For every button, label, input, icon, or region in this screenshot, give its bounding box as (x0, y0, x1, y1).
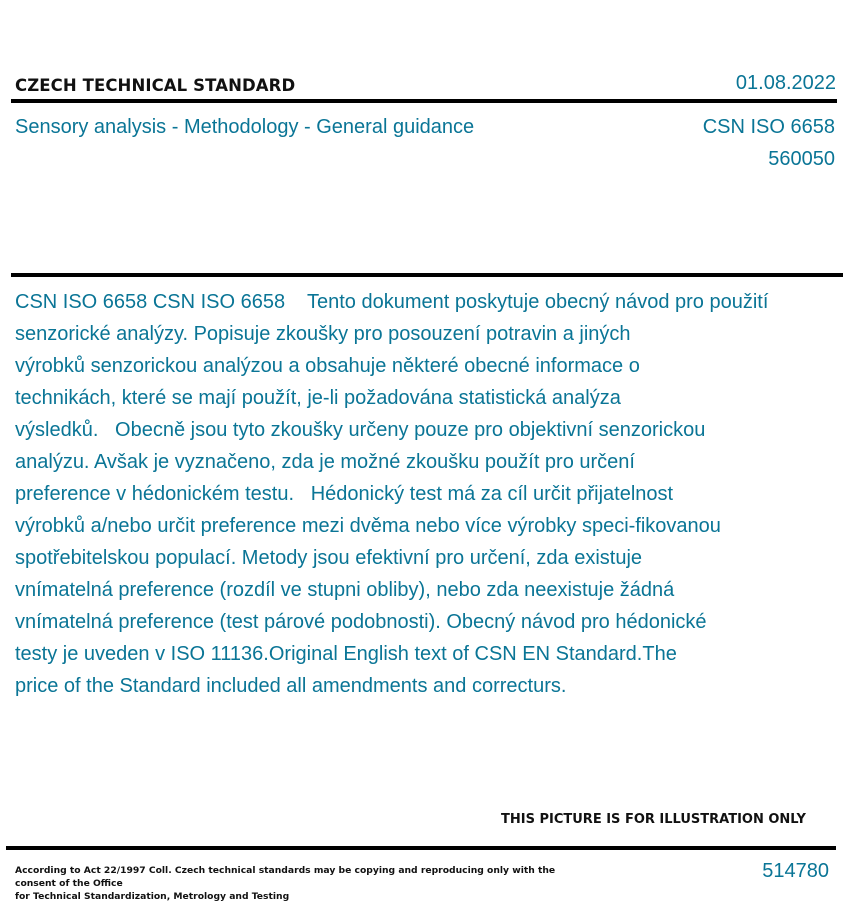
abstract-line: vnímatelná preference (test párové podobnosti). Obecný návod pro hédonické (15, 611, 707, 633)
abstract-line: technikách, které se mají použít, je-li požadována statistická analýza (15, 387, 621, 409)
abstract-text (15, 286, 855, 702)
abstract-line: preference v hédonickém testu. Hédonický test má za cíl určit přijatelnost (15, 483, 674, 505)
abstract-line: senzorické analýzy. Popisuje zkoušky pro posouzení potravin a jiných (15, 323, 631, 345)
abstract-line: vnímatelná preference (rozdíl ve stupni obliby), nebo zda neexistuje žádná (15, 579, 675, 601)
standard-number: CSN ISO 6658 (702, 116, 835, 138)
abstract-line: testy je uveden v ISO 11136.Original English text of CSN EN Standard.The (15, 643, 677, 665)
abstract-line: výrobků a/nebo určit preference mezi dvěma nebo více výrobky speci-fikovanou (15, 515, 721, 537)
document-type-label: CZECH TECHNICAL STANDARD (15, 76, 296, 95)
abstract-divider (11, 273, 843, 277)
document-id: 514780 (762, 860, 829, 882)
illustration-note: THIS PICTURE IS FOR ILLUSTRATION ONLY (501, 812, 806, 827)
standard-title: Sensory analysis - Methodology - General guidance (15, 116, 475, 138)
abstract-line: CSN ISO 6658 CSN ISO 6658 Tento dokument poskytuje obecný návod pro použití (15, 291, 769, 313)
classification-number: 560050 (768, 148, 835, 170)
header-divider (11, 99, 837, 103)
publication-date: 01.08.2022 (735, 72, 836, 94)
abstract-line: výsledků. Obecně jsou tyto zkoušky určeny pouze pro objektivní senzorickou (15, 419, 706, 441)
legal-notice (15, 864, 575, 903)
abstract-line: price of the Standard included all amendments and correcturs. (15, 675, 567, 697)
legal-notice-line: for Technical Standardization, Metrology and Testing (15, 891, 290, 902)
abstract-line: spotřebitelskou populací. Metody jsou efektivní pro určení, zda existuje (15, 547, 643, 569)
abstract-line: analýzu. Avšak je vyznačeno, zda je možné zkoušku použít pro určení (15, 451, 635, 473)
footer-divider (6, 846, 836, 850)
legal-notice-line: According to Act 22/1997 Coll. Czech technical standards may be copying and reproducing only with the consent of the Office (15, 865, 556, 889)
abstract-line: výrobků senzorickou analýzou a obsahuje některé obecné informace o (15, 355, 640, 377)
